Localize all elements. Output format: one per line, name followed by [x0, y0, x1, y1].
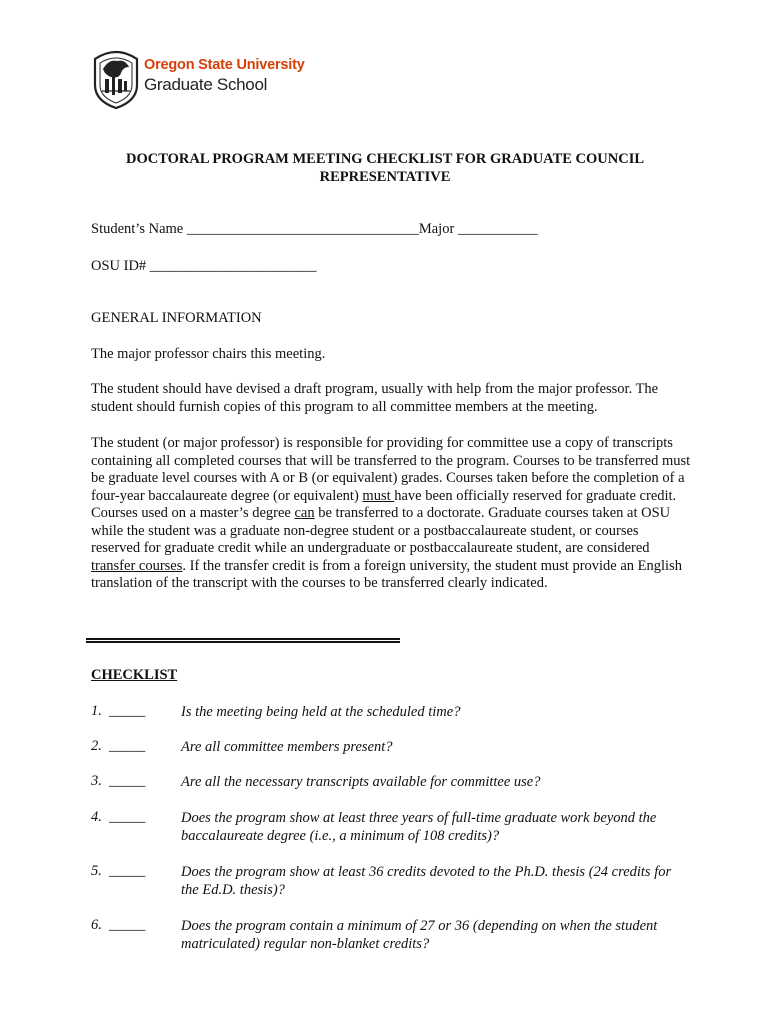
item-question: Does the program show at least three years of full-time graduate work beyond the baccalaureate degree (i.e., a minimum of 108 credits)?	[181, 810, 657, 844]
item-number: 6.	[91, 917, 102, 933]
p3-transfer-courses: transfer courses	[91, 557, 183, 574]
osu-id-field: OSU ID# _______________________	[91, 258, 317, 274]
title-line-2: REPRESENTATIVE	[319, 169, 451, 185]
item-question: Does the program contain a minimum of 27 or 36 (depending on when the student matriculated) regular non-blanket credits?	[181, 918, 658, 952]
p3-text-d: . If the transfer credit is from a foreign university, the student must provide an English translation of the transcript with the courses to be transferred clearly indicated.	[91, 557, 682, 591]
beaver-seal-icon	[91, 45, 141, 109]
p3-must: must	[362, 487, 395, 504]
general-info-heading: GENERAL INFORMATION	[91, 310, 262, 326]
school-name: Graduate School	[144, 75, 268, 94]
item-question: Does the program show at least 36 credits devoted to the Ph.D. thesis (24 credits for the Ed.D. thesis)?	[181, 864, 672, 898]
osu-logo	[91, 45, 305, 111]
section-divider	[86, 638, 400, 643]
general-paragraph-3	[91, 435, 691, 593]
item-blank: _____	[109, 917, 146, 933]
page-title	[90, 150, 680, 186]
p3-text-b: have been officially reserved for graduate credit. Courses used on a master’s degree	[91, 487, 677, 521]
p3-text-a: The student (or major professor) is responsible for providing for committee use a copy of transcripts containing all completed courses that will be transferred to the program. Courses to be transferred must be graduate level courses with A or B (or equivalent) grades. Courses taken before the completion of a four-year baccalaureate degree (or equivalent)	[91, 435, 691, 504]
item-blank: _____	[109, 703, 146, 719]
item-blank: _____	[109, 773, 146, 789]
general-paragraph-2: The student should have devised a draft program, usually with help from the major professor. The student should furnish copies of this program to all committee members at the meeting.	[91, 381, 659, 415]
checklist-heading: CHECKLIST	[91, 667, 178, 683]
item-number: 4.	[91, 809, 102, 825]
item-question: Is the meeting being held at the scheduled time?	[181, 704, 461, 720]
item-number: 3.	[91, 773, 102, 789]
item-number: 1.	[91, 703, 102, 719]
item-number: 2.	[91, 738, 102, 754]
item-question: Are all committee members present?	[181, 739, 393, 755]
item-blank: _____	[109, 863, 146, 879]
student-name-major-field: Student’s Name ________________________________Major ___________	[91, 221, 538, 237]
item-number: 5.	[91, 863, 102, 879]
item-question: Are all the necessary transcripts available for committee use?	[181, 774, 541, 790]
item-blank: _____	[109, 809, 146, 825]
university-name: Oregon State University	[144, 57, 305, 73]
p3-text-c: be transferred to a doctorate. Graduate courses taken at OSU while the student was a graduate non-degree student or a postbaccalaureate student, or courses reserved for graduate credit while an undergraduate or postbaccalaureate student, are considered	[91, 505, 671, 556]
p3-can: can	[294, 505, 315, 521]
general-paragraph-1: The major professor chairs this meeting.	[91, 346, 326, 362]
item-blank: _____	[109, 738, 146, 754]
title-line-1: DOCTORAL PROGRAM MEETING CHECKLIST FOR GRADUATE COUNCIL	[125, 151, 645, 167]
